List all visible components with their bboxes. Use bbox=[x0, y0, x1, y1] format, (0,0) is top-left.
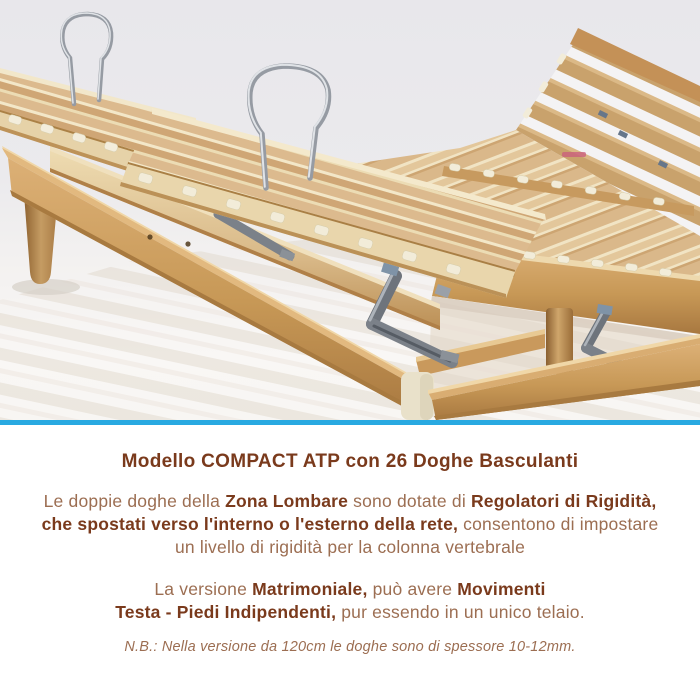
divider-line bbox=[0, 420, 700, 425]
screw bbox=[147, 234, 152, 239]
slat-label bbox=[562, 152, 586, 157]
description-text-block bbox=[0, 450, 700, 655]
product-title: Modello COMPACT ATP con 26 Doghe Basculanti bbox=[121, 451, 579, 472]
paragraph-line: Testa - Piedi Indipendenti, pur essendo in un unico telaio. bbox=[115, 602, 585, 622]
paragraph-line: Le doppie doghe della Zona Lombare sono dotate di Regolatori di Rigidità, bbox=[43, 491, 657, 511]
paragraph-line: La versione Matrimoniale, può avere Movimenti bbox=[154, 579, 546, 599]
note-line: N.B.: Nella versione da 120cm le doghe sono di spessore 10-12mm. bbox=[124, 639, 576, 655]
paragraph-line: che spostati verso l'interno o l'esterno della rete, consentono di impostare bbox=[41, 514, 659, 534]
screw bbox=[185, 241, 190, 246]
paragraph-line: un livello di rigidità per la colonna vertebrale bbox=[174, 537, 526, 557]
description-paragraph-1 bbox=[0, 490, 700, 559]
corner-protector bbox=[401, 372, 434, 420]
description-paragraph-2 bbox=[0, 578, 700, 624]
